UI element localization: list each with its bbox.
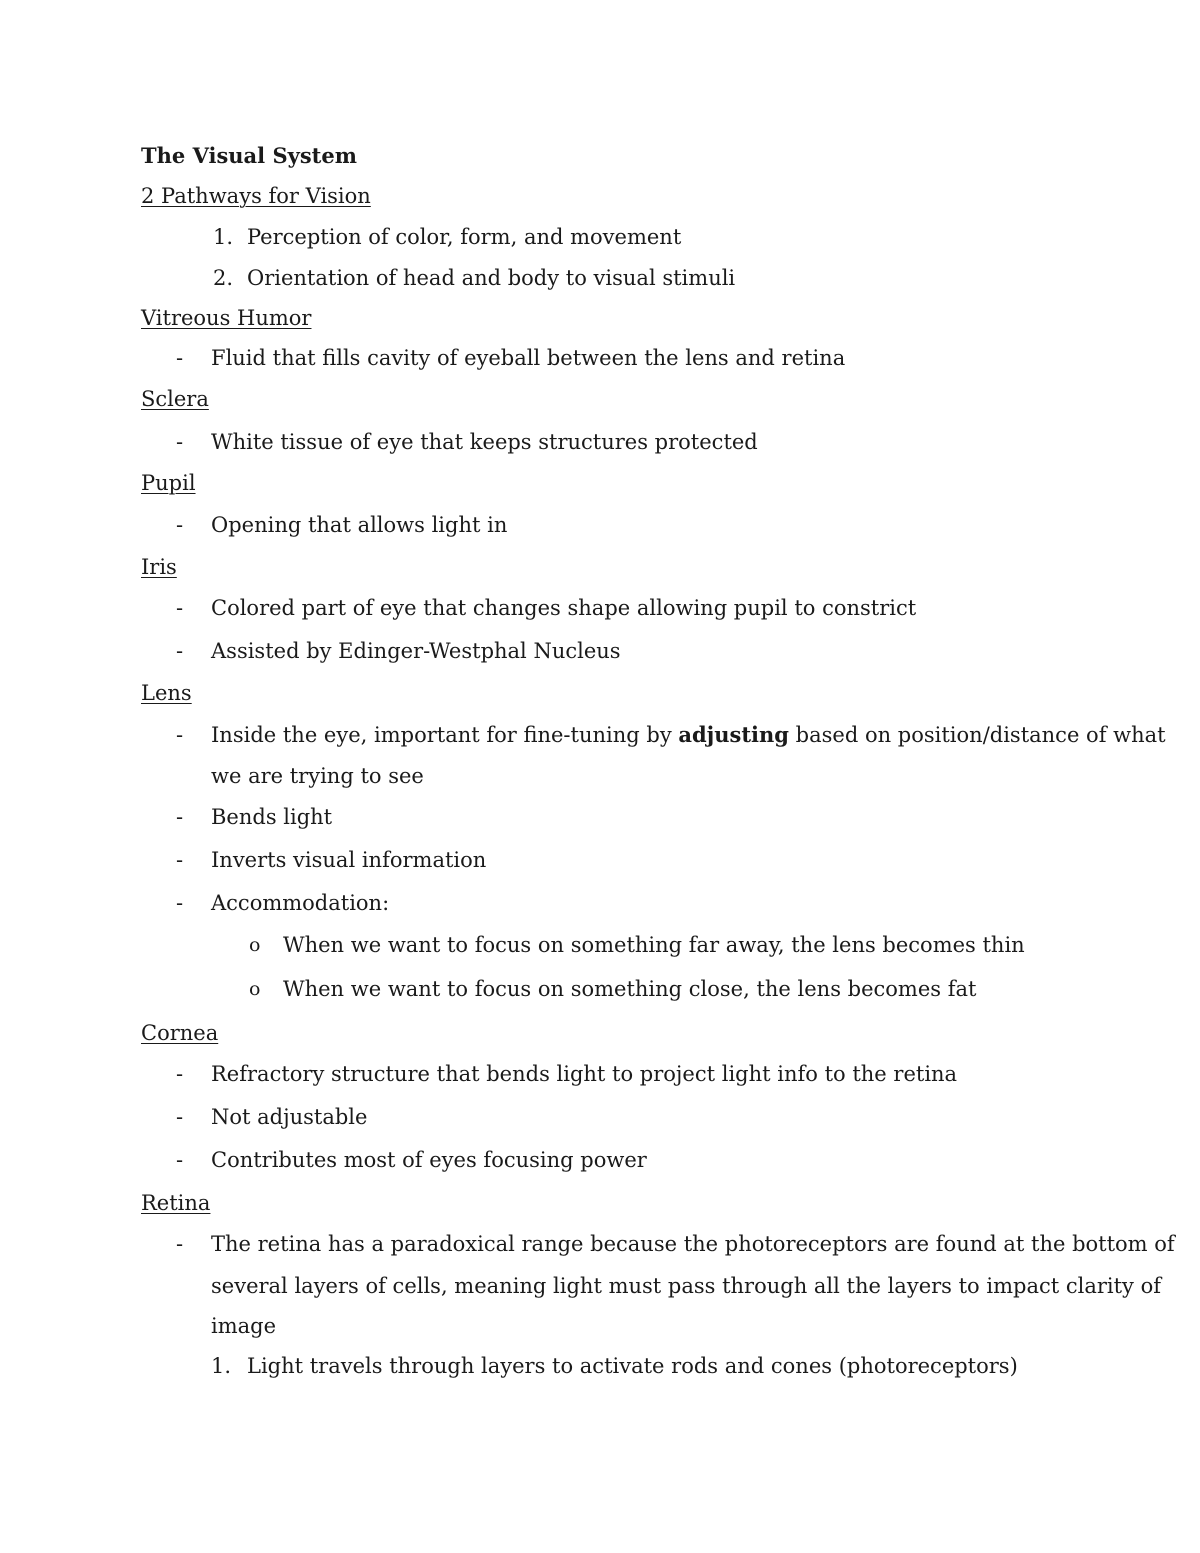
bullet-marker: - [176, 513, 184, 537]
section-heading-iris: Iris [141, 555, 177, 579]
bullet-marker: - [176, 430, 184, 454]
bullet-marker: - [176, 1232, 184, 1256]
list-item: Orientation of head and body to visual stimuli [247, 266, 736, 290]
section-heading-lens: Lens [141, 681, 192, 705]
list-item: The retina has a paradoxical range because the photoreceptors are found at the bottom of [211, 1232, 1175, 1256]
list-item: Colored part of eye that changes shape allowing pupil to constrict [211, 596, 917, 620]
list-item: Bends light [211, 805, 333, 829]
list-item: Inverts visual information [211, 848, 487, 872]
section-heading-pathways: 2 Pathways for Vision [141, 184, 371, 208]
list-item: Assisted by Edinger-Westphal Nucleus [211, 639, 621, 663]
list-item: Light travels through layers to activate rods and cones (photoreceptors) [247, 1354, 1018, 1378]
list-item [211, 721, 1166, 749]
sub-bullet-marker: o [249, 934, 261, 956]
section-heading-cornea: Cornea [141, 1021, 219, 1045]
list-item: Opening that allows light in [211, 513, 508, 537]
bullet-marker: - [176, 848, 184, 872]
list-item: Contributes most of eyes focusing power [211, 1148, 647, 1172]
list-item: Refractory structure that bends light to project light info to the retina [211, 1062, 958, 1086]
section-heading-vitreous-humor: Vitreous Humor [141, 306, 312, 330]
bullet-marker: - [176, 639, 184, 663]
list-marker: 2. [213, 266, 234, 290]
bullet-marker: - [176, 891, 184, 915]
list-item-text: Inside the eye, important for fine-tuning by [211, 723, 679, 747]
list-item: White tissue of eye that keeps structures protected [211, 430, 758, 454]
section-heading-retina: Retina [141, 1191, 211, 1215]
list-marker: 1. [213, 225, 234, 249]
list-item: Fluid that fills cavity of eyeball between the lens and retina [211, 346, 846, 370]
list-item-text: based on position/distance of what [788, 723, 1166, 747]
list-item-continuation: image [211, 1314, 277, 1338]
sub-list-item: When we want to focus on something close, the lens becomes fat [283, 977, 977, 1001]
bullet-marker: - [176, 596, 184, 620]
bullet-marker: - [176, 1105, 184, 1129]
bullet-marker: - [176, 805, 184, 829]
list-marker: 1. [211, 1354, 232, 1378]
list-item: Perception of color, form, and movement [247, 225, 682, 249]
section-heading-pupil: Pupil [141, 471, 196, 495]
list-item: Not adjustable [211, 1105, 368, 1129]
bullet-marker: - [176, 723, 184, 747]
bullet-marker: - [176, 1062, 184, 1086]
list-item: Accommodation: [211, 891, 390, 915]
sub-list-item: When we want to focus on something far away, the lens becomes thin [283, 933, 1025, 957]
list-item-continuation: several layers of cells, meaning light must pass through all the layers to impact clarity of [211, 1274, 1161, 1298]
sub-bullet-marker: o [249, 978, 261, 1000]
list-item-continuation: we are trying to see [211, 764, 424, 788]
bullet-marker: - [176, 1148, 184, 1172]
section-heading-sclera: Sclera [141, 387, 209, 411]
emphasis-text: adjusting [678, 722, 789, 747]
bullet-marker: - [176, 346, 184, 370]
page-title: The Visual System [141, 143, 357, 168]
